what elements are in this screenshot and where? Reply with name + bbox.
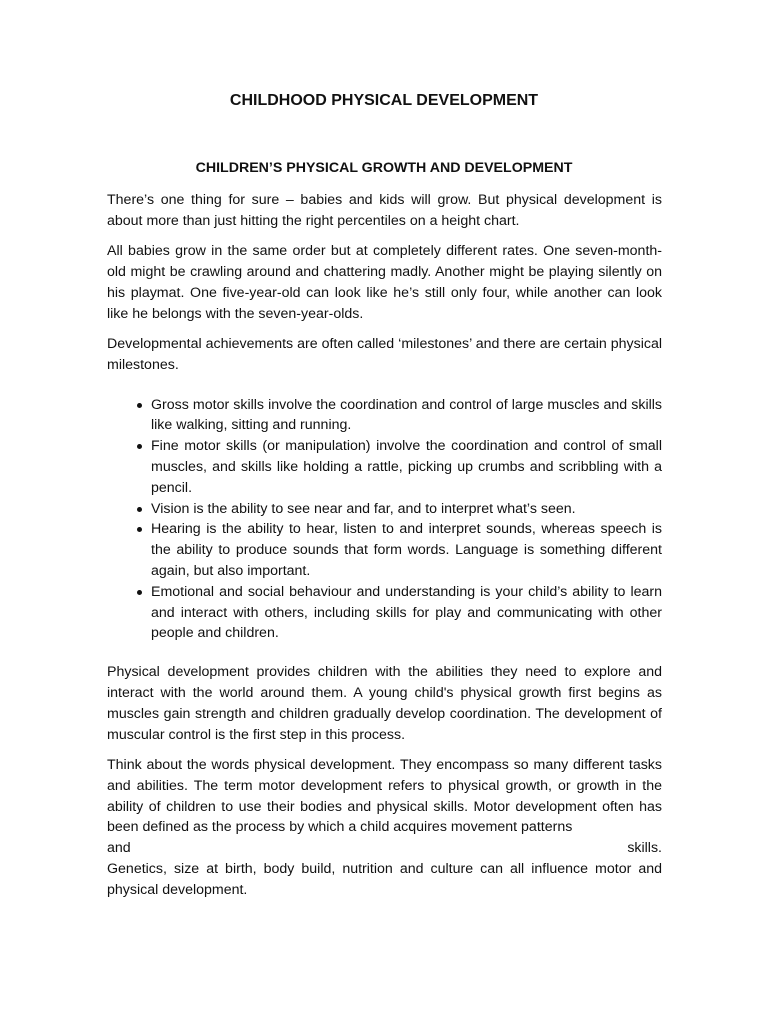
think-paragraph [107,755,662,901]
body-content [107,190,662,900]
spread-word-right: skills. [627,840,662,857]
think-paragraph-spread-line [107,838,662,859]
list-item: Fine motor skills (or manipulation) involve the coordination and control of small muscles, and skills like holding a rattle, picking up crumbs and scribbling with a pencil. [151,436,662,498]
section-heading: CHILDREN’S PHYSICAL GROWTH AND DEVELOPMENT [195,160,573,176]
list-item: Emotional and social behaviour and understanding is your child’s ability to learn and interact with others, including skills for play and communicating with other people and children. [151,582,662,644]
list-item: Vision is the ability to see near and far, and to interpret what’s seen. [151,499,662,520]
list-item: Hearing is the ability to hear, listen to and interpret sounds, whereas speech is the ability to produce sounds that form words. Language is something different again, but also important. [151,519,662,581]
intro-paragraph-2: All babies grow in the same order but at completely different rates. One seven-month-old might be crawling around and chattering madly. Another might be playing silently on his playmat. One five-year-old can look like he’s still only four, while another can look like he belongs with the seven-year-olds. [107,243,662,322]
list-item: Gross motor skills involve the coordination and control of large muscles and skills like walking, sitting and running. [151,395,662,437]
milestones-list [107,395,662,645]
think-paragraph-main: Think about the words physical development. They encompass so many different tasks and abilities. The term motor development refers to physical growth, or growth in the ability of children to use their bodies and physical skills. Motor development often has been defined as the process by which a child acquires movement patterns [107,756,662,836]
intro-paragraph-1: There’s one thing for sure – babies and kids will grow. But physical development is about more than just hitting the right percentiles on a height chart. [107,192,662,229]
physical-development-paragraph: Physical development provides children with the abilities they need to explore and interact with the world around them. A young child's physical growth first begins as muscles gain strength and children gradually develop coordination. The development of muscular control is the first step in this process. [107,664,662,743]
page-title: CHILDHOOD PHYSICAL DEVELOPMENT [229,92,539,109]
think-paragraph-tail: Genetics, size at birth, body build, nutrition and culture can all influence motor and physical development. [107,860,662,898]
intro-paragraph-3: Developmental achievements are often called ‘milestones’ and there are certain physical milestones. [107,335,662,373]
spread-word-left: and [107,840,131,857]
